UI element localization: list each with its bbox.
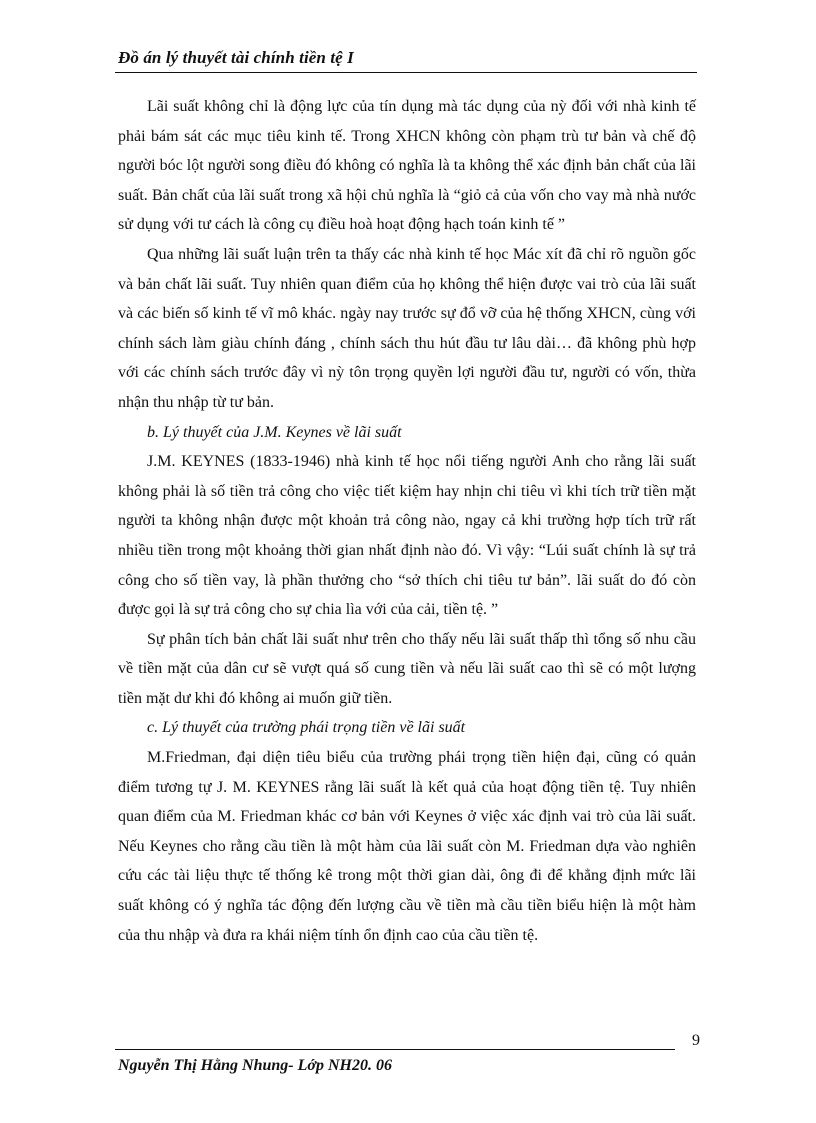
paragraph-socialist-interest: Lãi suất không chỉ là động lực của tín dụng mà tác dụng của nỳ đối với nhà kinh tế phải bám sát các mục tiêu kinh tế. Trong XHCN không còn phạm trù tư bản và chế độ người bóc lột người song điều đó không có nghĩa là ta không thể xác định bản chất của lãi suất. Bản chất của lãi suất trong xã hội chủ nghĩa là “giỏ cả của vốn cho vay mà nhà nước sử dụng với tư cách là công cụ điều hoà hoạt động hạch toán kinh tế ” xyxy=(118,98,696,234)
section-heading-keynes: b. Lý thuyết của J.M. Keynes về lãi suất xyxy=(147,423,402,441)
footer-author: Nguyễn Thị Hằng Nhung- Lớp NH20. 06 xyxy=(118,1057,392,1074)
paragraph-marxist-summary: Qua những lãi suất luận trên ta thấy các nhà kinh tế học Mác xít đã chỉ rõ nguồn gốc và bản chất lãi suất. Tuy nhiên quan điểm của họ không thể hiện được vai trò của lãi suất và các biến số kinh tế vĩ mô khác. ngày nay trước sự đổ vỡ của hệ thống XHCN, cùng với chính sách làm giàu chính đáng , chính sách thu hút đầu tư lâu dài… đã không phù hợp với các chính sách trước đây vì nỳ tôn trọng quyền lợi người đầu tư, người có vốn, thừa nhận thu nhập từ tư bản. xyxy=(118,245,696,411)
header-divider xyxy=(115,72,697,73)
paragraph-keynes-analysis: Sự phân tích bản chất lãi suất như trên cho thấy nếu lãi suất thấp thì tổng số nhu cầu về tiền mặt của dân cư sẽ vượt quá số cung tiền và nếu lãi suất cao thì sẽ có một lượng tiền mặt dư khi đó không ai muốn giữ tiền. xyxy=(118,630,696,707)
page-number: 9 xyxy=(692,1032,700,1049)
paragraph-keynes-theory: J.M. KEYNES (1833-1946) nhà kinh tế học nổi tiếng người Anh cho rằng lãi suất không phải là số tiền trả công cho việc tiết kiệm hay nhịn chi tiêu vì khi tích trữ tiền mặt người ta không nhận được một khoản trả công nào, ngay cả khi trường hợp tích trữ rất nhiều tiền trong một khoảng thời gian nhất định nào đó. Vì vậy: “Lúi suất chính là sự trả công cho số tiền vay, là phần thưởng cho “sở thích chi tiêu tư bản”. lãi suất do đó còn được gọi là sự trả công cho sự chia lìa với của cải, tiền tệ. ” xyxy=(118,453,696,619)
body-text xyxy=(118,92,696,950)
footer-divider xyxy=(115,1049,675,1050)
paragraph-friedman-theory: M.Friedman, đại diện tiêu biểu của trường phái trọng tiền hiện đại, cũng có quản điểm tương tự J. M. KEYNES rằng lãi suất là kết quả của hoạt động tiền tệ. Tuy nhiên quan điểm của M. Friedman khác cơ bản với Keynes ở việc xác định vai trò của lãi suất. Nếu Keynes cho rằng cầu tiền là một hàm của lãi suất còn M. Friedman dựa vào nghiên cứu các tài liệu thực tế thống kê trong một thời gian dài, ông đi để khẳng định mức lãi suất không có ý nghĩa tác động đến lượng cầu về tiền mà cầu tiền biểu hiện là một hàm của thu nhập và đưa ra khái niệm tính ổn định cao của cầu tiền tệ. xyxy=(118,749,696,944)
header-title: Đồ án lý thuyết tài chính tiền tệ I xyxy=(118,48,354,67)
section-heading-monetarist: c. Lý thuyết của trường phái trọng tiền về lãi suất xyxy=(147,719,466,737)
